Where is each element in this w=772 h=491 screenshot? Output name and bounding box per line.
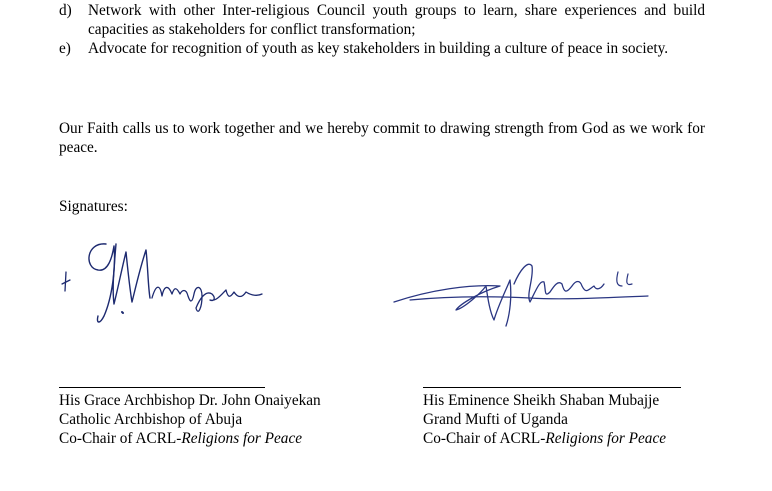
signature-mubajje: [390, 250, 660, 330]
list-marker: e): [59, 40, 71, 57]
signatory-title: Catholic Archbishop of Abuja: [59, 411, 243, 428]
signatory-name: His Eminence Sheikh Shaban Mubajje: [423, 392, 660, 409]
signatory-cochair: [423, 429, 666, 448]
list-marker: d): [59, 2, 72, 19]
cochair-prefix: Co-Chair of ACRL-: [59, 430, 182, 447]
signatory-cochair: [59, 429, 321, 448]
cochair-organization: Religions for Peace: [181, 430, 303, 447]
signature-line-1: [59, 387, 265, 388]
commitment-paragraph: Our Faith calls us to work together and we hereby commit to drawing strength from God as we work for peace.: [59, 120, 705, 156]
signatures-label: Signatures:: [59, 198, 128, 215]
signature-onaiyekan: [56, 228, 271, 328]
list-item-e: [59, 40, 705, 59]
signatory-name: His Grace Archbishop Dr. John Onaiyekan: [59, 392, 321, 409]
list-item-text: Advocate for recognition of youth as key stakeholders in building a culture of peace in society.: [88, 40, 669, 57]
signature-line-2: [423, 387, 681, 388]
list-item-text: Network with other Inter-religious Council youth groups to learn, share experiences and build capacities as stakeholders for conflict transformation;: [88, 2, 705, 38]
signatory-title: Grand Mufti of Uganda: [423, 411, 568, 428]
cochair-organization: Religions for Peace: [545, 430, 667, 447]
signatory-block-1: [59, 391, 321, 448]
list-item-d: [59, 2, 705, 39]
cochair-prefix: Co-Chair of ACRL-: [423, 430, 546, 447]
signatory-block-2: [423, 391, 666, 448]
